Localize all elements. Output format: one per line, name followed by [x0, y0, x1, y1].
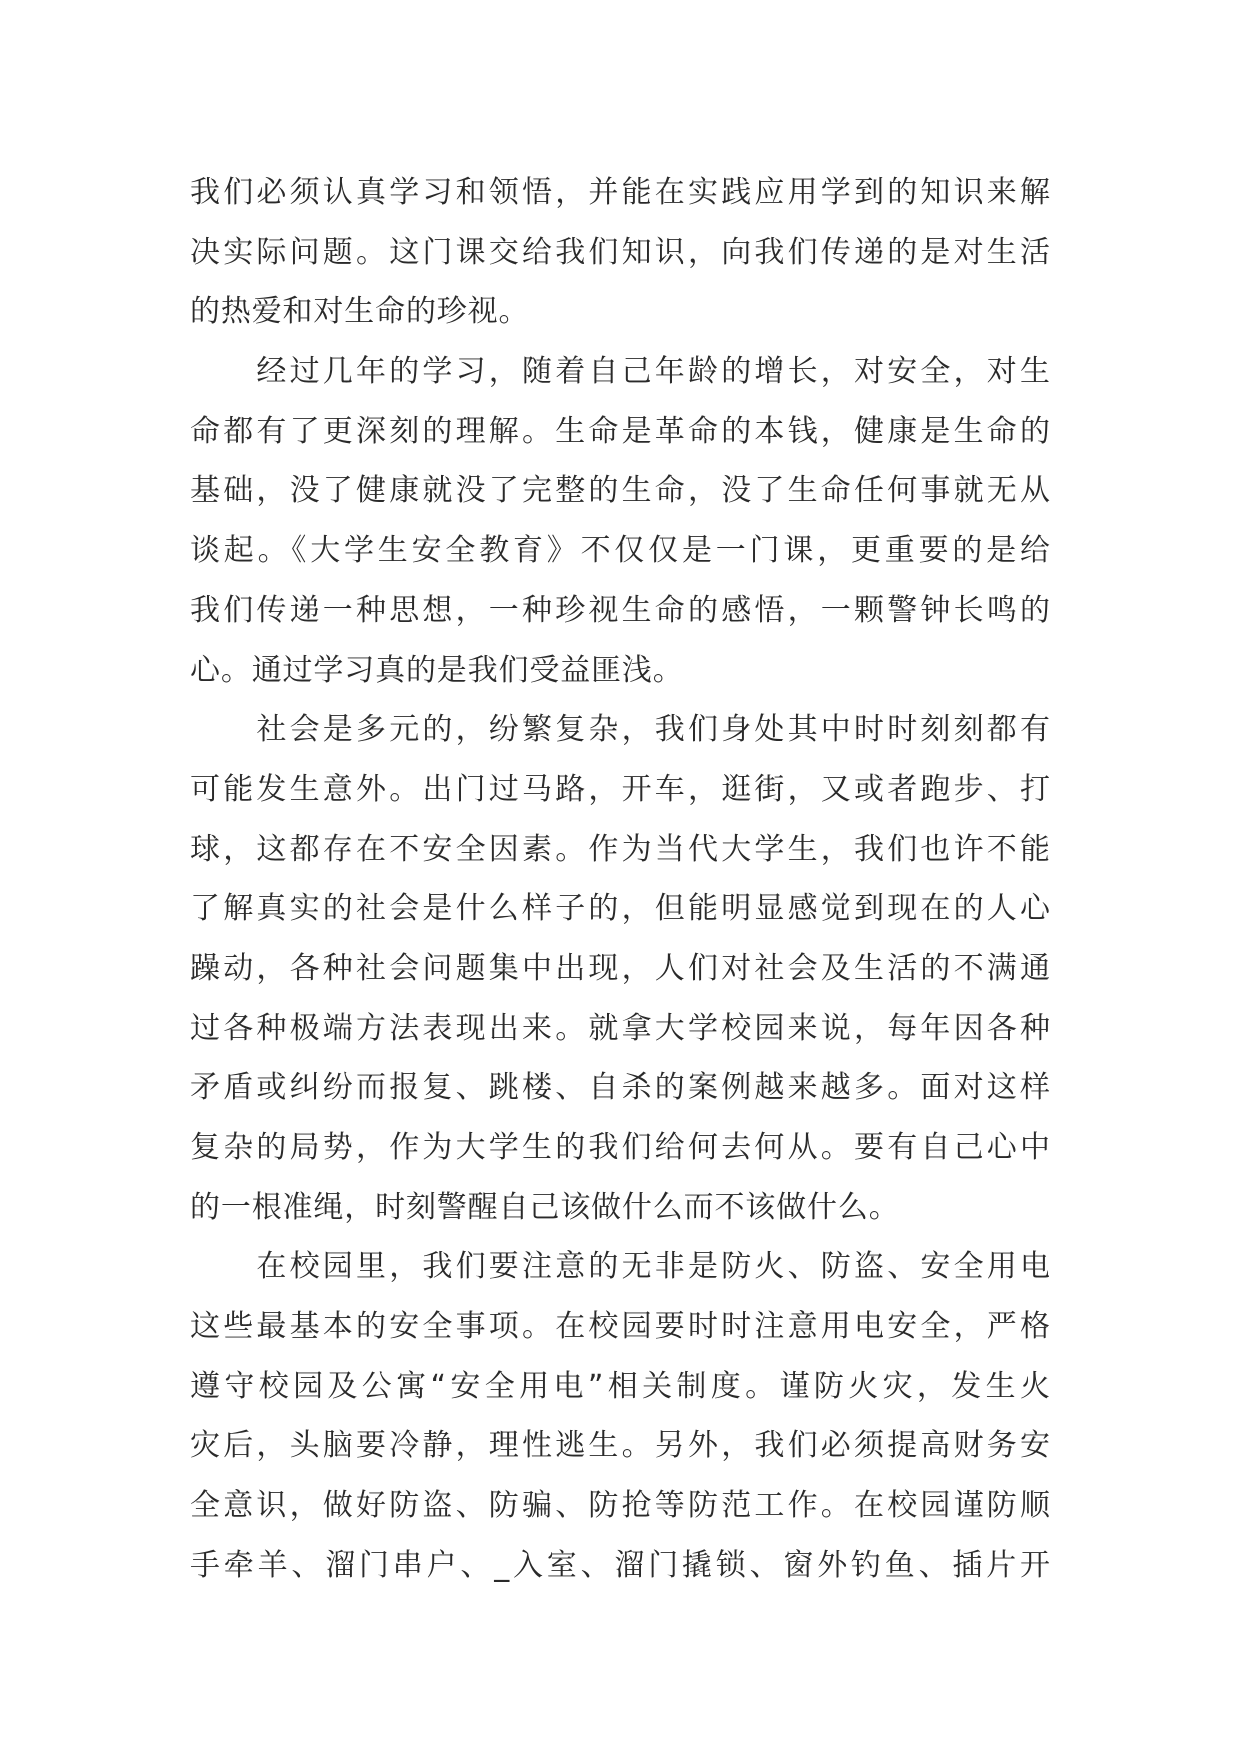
text-line: 矛盾或纠纷而报复、跳楼、自杀的案例越来越多。面对这样	[190, 1070, 1050, 1106]
text-line: 心。通过学习真的是我们受益匪浅。	[190, 652, 684, 688]
text-line: 的一根准绳，时刻警醒自己该做什么而不该做什么。	[190, 1189, 900, 1225]
text-line: 我们传递一种思想，一种珍视生命的感悟，一颗警钟长鸣的	[190, 592, 1050, 628]
text-line: 过各种极端方法表现出来。就拿大学校园来说，每年因各种	[190, 1010, 1050, 1046]
text-line: 在校园里，我们要注意的无非是防火、防盗、安全用电	[190, 1249, 1050, 1285]
text-line: 躁动，各种社会问题集中出现，人们对社会及生活的不满通	[190, 950, 1050, 986]
text-line: 全意识，做好防盗、防骗、防抢等防范工作。在校园谨防顺	[190, 1488, 1050, 1524]
body-text	[190, 163, 1050, 1596]
text-line: 决实际问题。这门课交给我们知识，向我们传递的是对生活	[190, 234, 1050, 270]
text-line: 可能发生意外。出门过马路，开车，逛街，又或者跑步、打	[190, 771, 1050, 807]
text-line: 我们必须认真学习和领悟，并能在实践应用学到的知识来解	[190, 175, 1050, 210]
text-line: 遵守校园及公寓“安全用电”相关制度。谨防火灾，发生火	[190, 1368, 1050, 1404]
text-line: 灾后，头脑要冷静，理性逃生。另外，我们必须提高财务安	[190, 1428, 1050, 1464]
text-line: 的热爱和对生命的珍视。	[190, 294, 530, 330]
text-line: 社会是多元的，纷繁复杂，我们身处其中时时刻刻都有	[190, 712, 1050, 748]
text-line: 球，这都存在不安全因素。作为当代大学生，我们也许不能	[190, 831, 1050, 867]
text-line: 命都有了更深刻的理解。生命是革命的本钱，健康是生命的	[190, 413, 1050, 449]
text-line: 谈起。《大学生安全教育》不仅仅是一门课，更重要的是给	[190, 533, 1050, 569]
text-line: 了解真实的社会是什么样子的，但能明显感觉到现在的人心	[190, 891, 1050, 927]
text-line: 复杂的局势，作为大学生的我们给何去何从。要有自己心中	[190, 1130, 1050, 1165]
text-line: 这些最基本的安全事项。在校园要时时注意用电安全，严格	[190, 1309, 1050, 1345]
text-line: 基础，没了健康就没了完整的生命，没了生命任何事就无从	[190, 473, 1050, 509]
text-line: 手牵羊、溜门串户、_入室、溜门撬锁、窗外钓鱼、插片开	[190, 1547, 1050, 1583]
text-line: 经过几年的学习，随着自己年龄的增长，对安全，对生	[190, 354, 1050, 390]
